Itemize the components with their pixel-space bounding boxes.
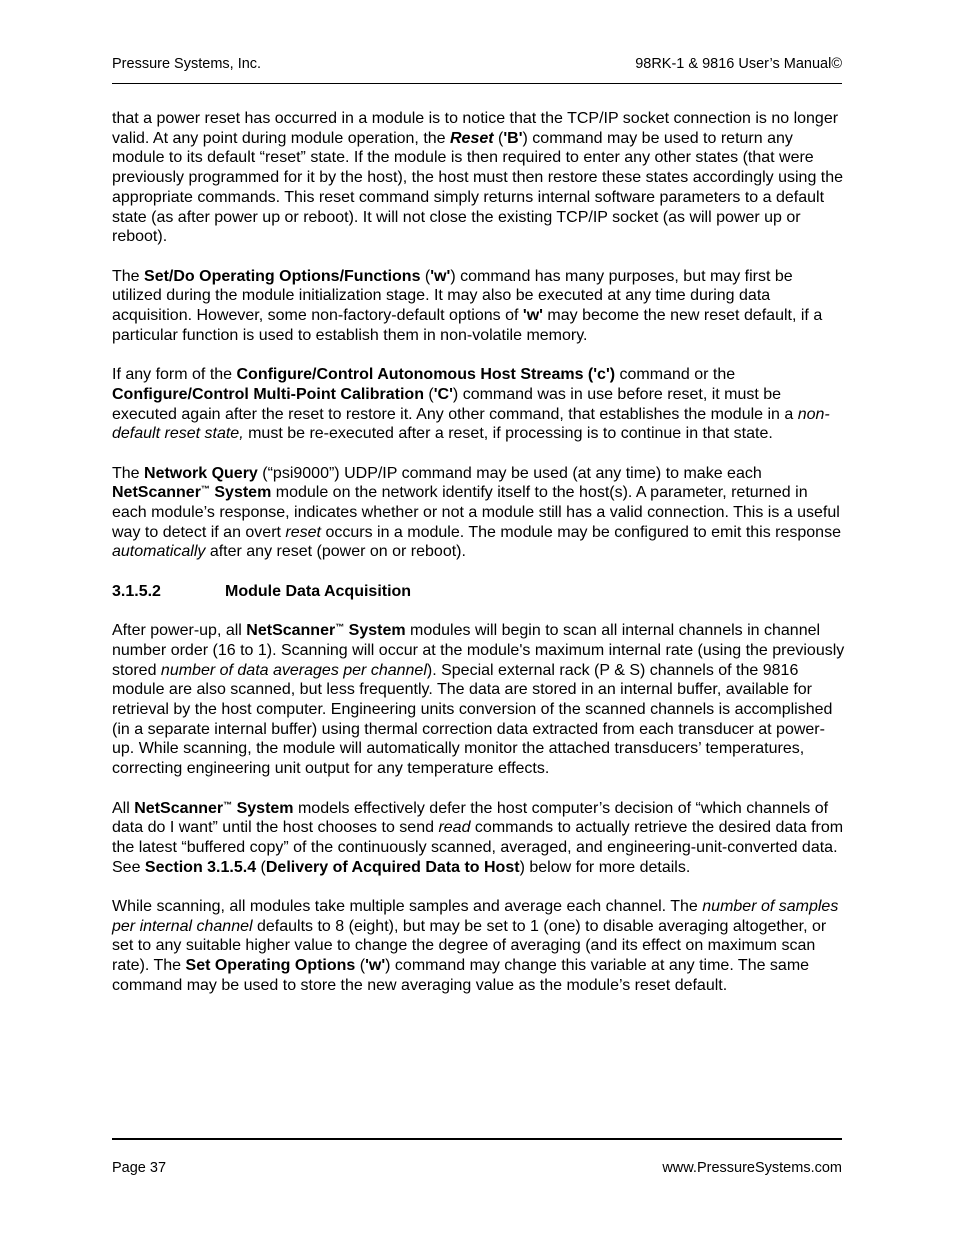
text-run: ) below for more details. bbox=[519, 858, 691, 876]
product-name: NetScanner bbox=[112, 484, 201, 502]
footer-rule bbox=[112, 1138, 842, 1140]
paragraph-operating-options bbox=[112, 267, 845, 346]
italic-phrase: automatically bbox=[112, 543, 206, 561]
reset-command-code: 'B' bbox=[503, 129, 523, 147]
section-reference-title: Delivery of Acquired Data to Host bbox=[265, 858, 520, 876]
trademark-symbol: ™ bbox=[200, 484, 210, 495]
product-name: NetScanner bbox=[134, 799, 224, 817]
host-streams-command-name: Configure/Control Autonomous Host Streams ('c') bbox=[236, 366, 616, 384]
operating-options-command-name: Set Operating Options bbox=[185, 957, 356, 975]
text-run: The bbox=[112, 267, 145, 285]
page-footer bbox=[112, 1160, 842, 1180]
header-rule bbox=[112, 83, 842, 84]
section-number: 3.1.5.2 bbox=[112, 582, 161, 600]
text-run: module on the network identify itself to the host(s). A parameter, returned in each module’s response, indicates whether or not a module still has a valid connection. This is a useful way to detect if an overt bbox=[112, 484, 840, 541]
paragraph-network-query bbox=[112, 464, 845, 563]
product-name: NetScanner bbox=[246, 622, 336, 640]
operating-options-command-code: 'w' bbox=[365, 957, 386, 975]
text-run: ( bbox=[256, 858, 266, 876]
section-heading bbox=[112, 582, 845, 602]
reset-command-name: Reset bbox=[450, 129, 494, 147]
text-run: (“psi9000”) UDP/IP command may be used (at any time) to make each bbox=[257, 464, 762, 482]
section-reference: Section 3.1.5.4 bbox=[144, 858, 257, 876]
italic-phrase: number of samples per internal channel bbox=[112, 898, 839, 935]
product-name-suffix: System bbox=[232, 799, 294, 817]
operating-options-command-code: 'w' bbox=[430, 267, 451, 285]
text-run: modules will begin to scan all internal channels in channel number order (16 to 1). Scanning will occur at the module's maximum internal rate (using the previously stored bbox=[112, 622, 845, 679]
text-run: that a power reset has occurred in a module is to notice that the TCP/IP socket connection is no longer valid. At any point during module operation, the bbox=[112, 110, 839, 147]
text-run: ( bbox=[423, 385, 434, 403]
text-run: ) command was in use before reset, it must be executed again after the reset to restore it. Any other command, that establishes the module in a bbox=[112, 385, 798, 423]
paragraph-averaging bbox=[112, 897, 845, 996]
text-run: ( bbox=[420, 267, 431, 285]
text-run: After power-up, all bbox=[112, 622, 247, 640]
product-name-suffix: System bbox=[344, 622, 406, 640]
operating-options-command-name: Set/Do Operating Options/Functions bbox=[144, 267, 421, 285]
product-name-suffix: System bbox=[209, 484, 272, 502]
text-run: If any form of the bbox=[112, 366, 237, 384]
trademark-symbol: ™ bbox=[335, 622, 345, 633]
trademark-symbol: ™ bbox=[223, 799, 233, 810]
network-query-command-name: Network Query bbox=[144, 464, 258, 482]
paragraph-power-up-scan bbox=[112, 621, 845, 779]
text-run: must be re-executed after a reset, if processing is to continue in that state. bbox=[243, 425, 773, 443]
italic-phrase: number of data averages per channel bbox=[160, 661, 427, 679]
text-run: ). Special external rack (P & S) channels of the 9816 module are also scanned, but less frequently. The data are stored in an internal buffer, available for retrieval by the host computer. Engineering units conversion of the scanned channels is accomplished (in a separate internal buffer) using thermal correction data extracted from each transducer at power-up. While scanning, the module will automatically monitor the attached transducers’ temperatures, correcting engineering unit output for any temperature effects. bbox=[112, 661, 833, 778]
operating-options-command-code: 'w' bbox=[522, 307, 543, 325]
text-run: All bbox=[112, 799, 135, 817]
text-run: The bbox=[112, 464, 145, 482]
text-run: ( bbox=[493, 129, 504, 147]
text-run: ) command may change this variable at any time. The same command may be used to store the new averaging value as the module’s reset default. bbox=[112, 957, 810, 994]
italic-phrase: read bbox=[438, 819, 471, 837]
text-run: occurs in a module. The module may be configured to emit this response bbox=[321, 523, 841, 541]
calibration-command-name: Configure/Control Multi-Point Calibration bbox=[112, 385, 424, 403]
text-run: commands to actually retrieve the desired data from the latest “buffered copy” of the continuously scanned, averaged, and engineering-unit-converted data. See bbox=[112, 819, 844, 876]
section-title: Module Data Acquisition bbox=[225, 582, 412, 600]
page-header bbox=[112, 56, 842, 76]
header-company: Pressure Systems, Inc. bbox=[112, 56, 262, 72]
italic-phrase: non-default reset state, bbox=[112, 405, 830, 443]
calibration-command-code: 'C' bbox=[433, 385, 453, 403]
header-manual-title: 98RK-1 & 9816 User’s Manual© bbox=[635, 56, 842, 72]
paragraph-reset bbox=[112, 109, 845, 247]
text-run: ) command has many purposes, but may first be utilized during the module initialization stage. It may also be executed at any time during data acquisition. However, some non-factory-default options of bbox=[112, 267, 793, 325]
text-run: While scanning, all modules take multiple samples and average each channel. The bbox=[112, 898, 703, 916]
text-run: after any reset (power on or reboot). bbox=[205, 543, 466, 561]
text-run: models effectively defer the host computer’s decision of “which channels of data do I want” until the host chooses to send bbox=[112, 799, 829, 837]
page-body bbox=[112, 109, 845, 996]
paragraph-configure-control bbox=[112, 365, 845, 444]
paragraph-deferred-read bbox=[112, 799, 845, 878]
footer-website: www.PressureSystems.com bbox=[662, 1160, 842, 1176]
italic-phrase: reset bbox=[285, 523, 321, 541]
text-run: ( bbox=[355, 957, 366, 975]
text-run: defaults to 8 (eight), but may be set to 1 (one) to disable averaging altogether, or set to any suitable higher value to change the degree of averaging (and its effect on maximum scan rate). The bbox=[112, 917, 827, 975]
page-number: Page 37 bbox=[112, 1160, 167, 1176]
text-run: command or the bbox=[615, 366, 736, 384]
text-run: ) command may be used to return any module to its default “reset” state. If the module is then required to enter any other states (that were previously programmed for it by the host), the host must then restore these states accordingly using the appropriate commands. This reset command simply returns internal software parameters to a default state (as after power up or reboot). It will not close the existing TCP/IP socket (as will power up or reboot). bbox=[112, 129, 844, 246]
text-run: may become the new reset default, if a particular function is used to establish them in non-volatile memory. bbox=[112, 307, 823, 344]
